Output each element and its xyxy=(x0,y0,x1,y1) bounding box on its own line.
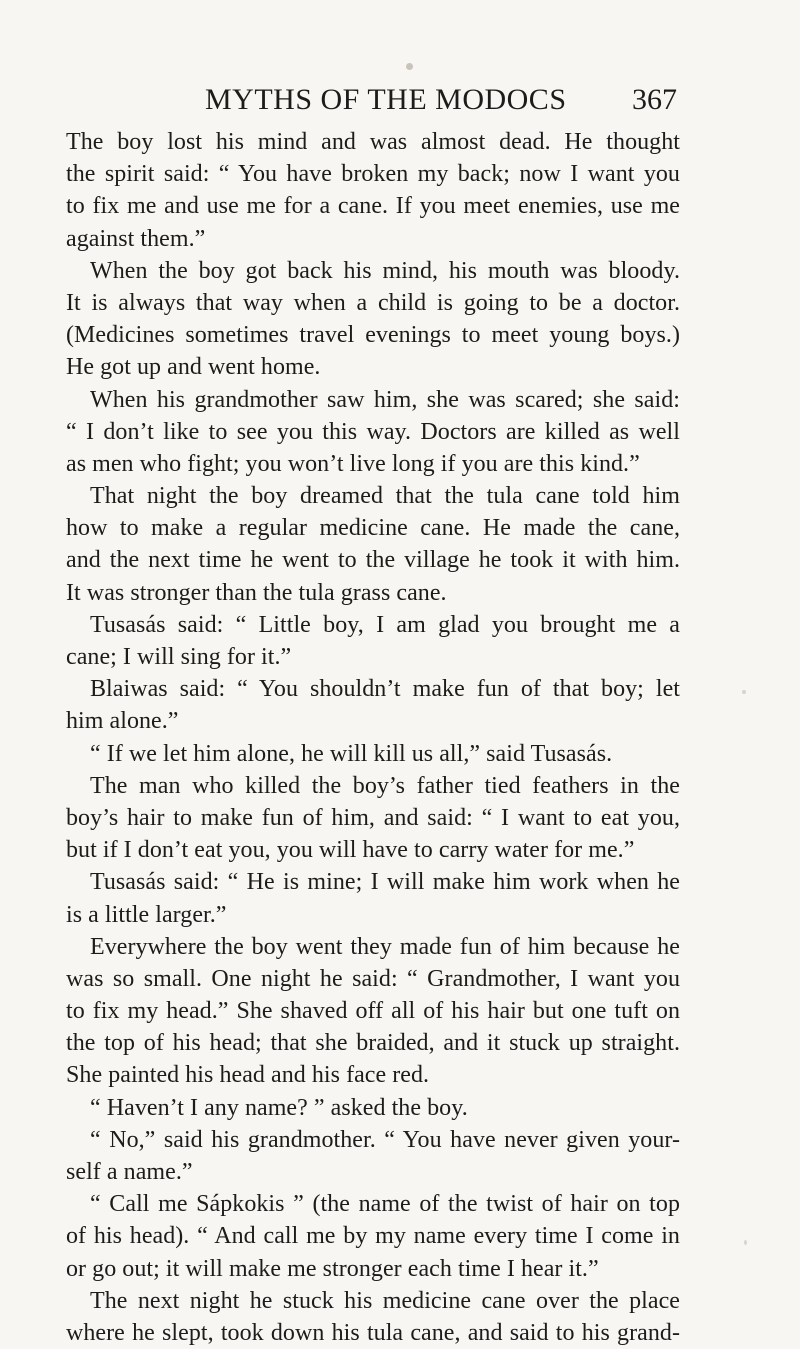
text-line: and the next time he went to the village he took it with him. xyxy=(66,547,680,574)
text-line: against them.” xyxy=(66,225,206,252)
text-line: or go out; it will make me stronger each time I hear it.” xyxy=(66,1255,599,1282)
text-line: When his grandmother saw him, she was scared; she said: xyxy=(90,386,680,413)
text-line: cane; I will sing for it.” xyxy=(66,644,292,670)
text-line: the top of his head; that she braided, and it stuck up straight. xyxy=(66,1030,680,1057)
ornament-dot xyxy=(406,63,413,70)
text-line: That night the boy dreamed that the tula cane told him xyxy=(90,483,680,510)
text-line: him alone.” xyxy=(66,708,179,735)
text-line: the spirit said: “ You have broken my back; now I want you xyxy=(66,161,680,188)
text-line: self a name.” xyxy=(66,1159,193,1185)
text-line: Tusasás said: “ He is mine; I will make him work when he xyxy=(90,869,680,896)
body-text xyxy=(66,126,680,1349)
text-line: (Medicines sometimes travel evenings to meet young boys.) xyxy=(66,322,680,349)
paper-speck xyxy=(742,690,746,694)
text-line: of his head). “ And call me by my name every time I come in xyxy=(66,1223,680,1250)
text-line: was so small. One night he said: “ Grandmother, I want you xyxy=(66,965,680,992)
text-line: The boy lost his mind and was almost dead. He thought xyxy=(66,129,680,155)
text-line: “ No,” said his grandmother. “ You have never given your- xyxy=(90,1126,680,1153)
text-line: It was stronger than the tula grass cane. xyxy=(66,579,447,606)
text-line: When the boy got back his mind, his mouth was bloody. xyxy=(90,257,680,284)
text-line: how to make a regular medicine cane. He made the cane, xyxy=(66,515,680,542)
paper-speck xyxy=(744,1240,747,1245)
text-line: to fix me and use me for a cane. If you meet enemies, use me xyxy=(66,193,680,220)
text-line: is a little larger.” xyxy=(66,901,227,928)
text-line: The man who killed the boy’s father tied feathers in the xyxy=(90,772,680,799)
text-line: The next night he stuck his medicine cane over the place xyxy=(90,1287,680,1314)
text-line: It is always that way when a child is going to be a doctor. xyxy=(66,289,680,316)
running-title: MYTHS OF THE MODOCS xyxy=(205,83,567,116)
text-line: She painted his head and his face red. xyxy=(66,1062,430,1089)
text-line: boy’s hair to make fun of him, and said: “ I want to eat you, xyxy=(66,804,680,831)
text-line: where he slept, took down his tula cane, and said to his grand- xyxy=(66,1319,680,1346)
text-line: “ If we let him alone, he will kill us all,” said Tusasás. xyxy=(90,740,613,767)
running-head xyxy=(0,80,800,120)
text-line: “ Haven’t I any name? ” asked the boy. xyxy=(90,1094,468,1121)
text-line: as men who fight; you won’t live long if you are this kind.” xyxy=(66,450,640,477)
page-number: 367 xyxy=(632,83,677,116)
text-line: Everywhere the boy went they made fun of him because he xyxy=(90,933,680,960)
text-line: to fix my head.” She shaved off all of his hair but one tuft on xyxy=(66,998,680,1025)
text-line: “ Call me Sápkokis ” (the name of the twist of hair on top xyxy=(90,1191,680,1218)
text-line: Tusasás said: “ Little boy, I am glad you brought me a xyxy=(90,611,680,638)
text-line: “ I don’t like to see you this way. Doctors are killed as well xyxy=(66,418,680,445)
text-line: He got up and went home. xyxy=(66,354,321,381)
text-line: but if I don’t eat you, you will have to carry water for me.” xyxy=(66,837,635,864)
text-line: Blaiwas said: “ You shouldn’t make fun of that boy; let xyxy=(90,676,680,703)
